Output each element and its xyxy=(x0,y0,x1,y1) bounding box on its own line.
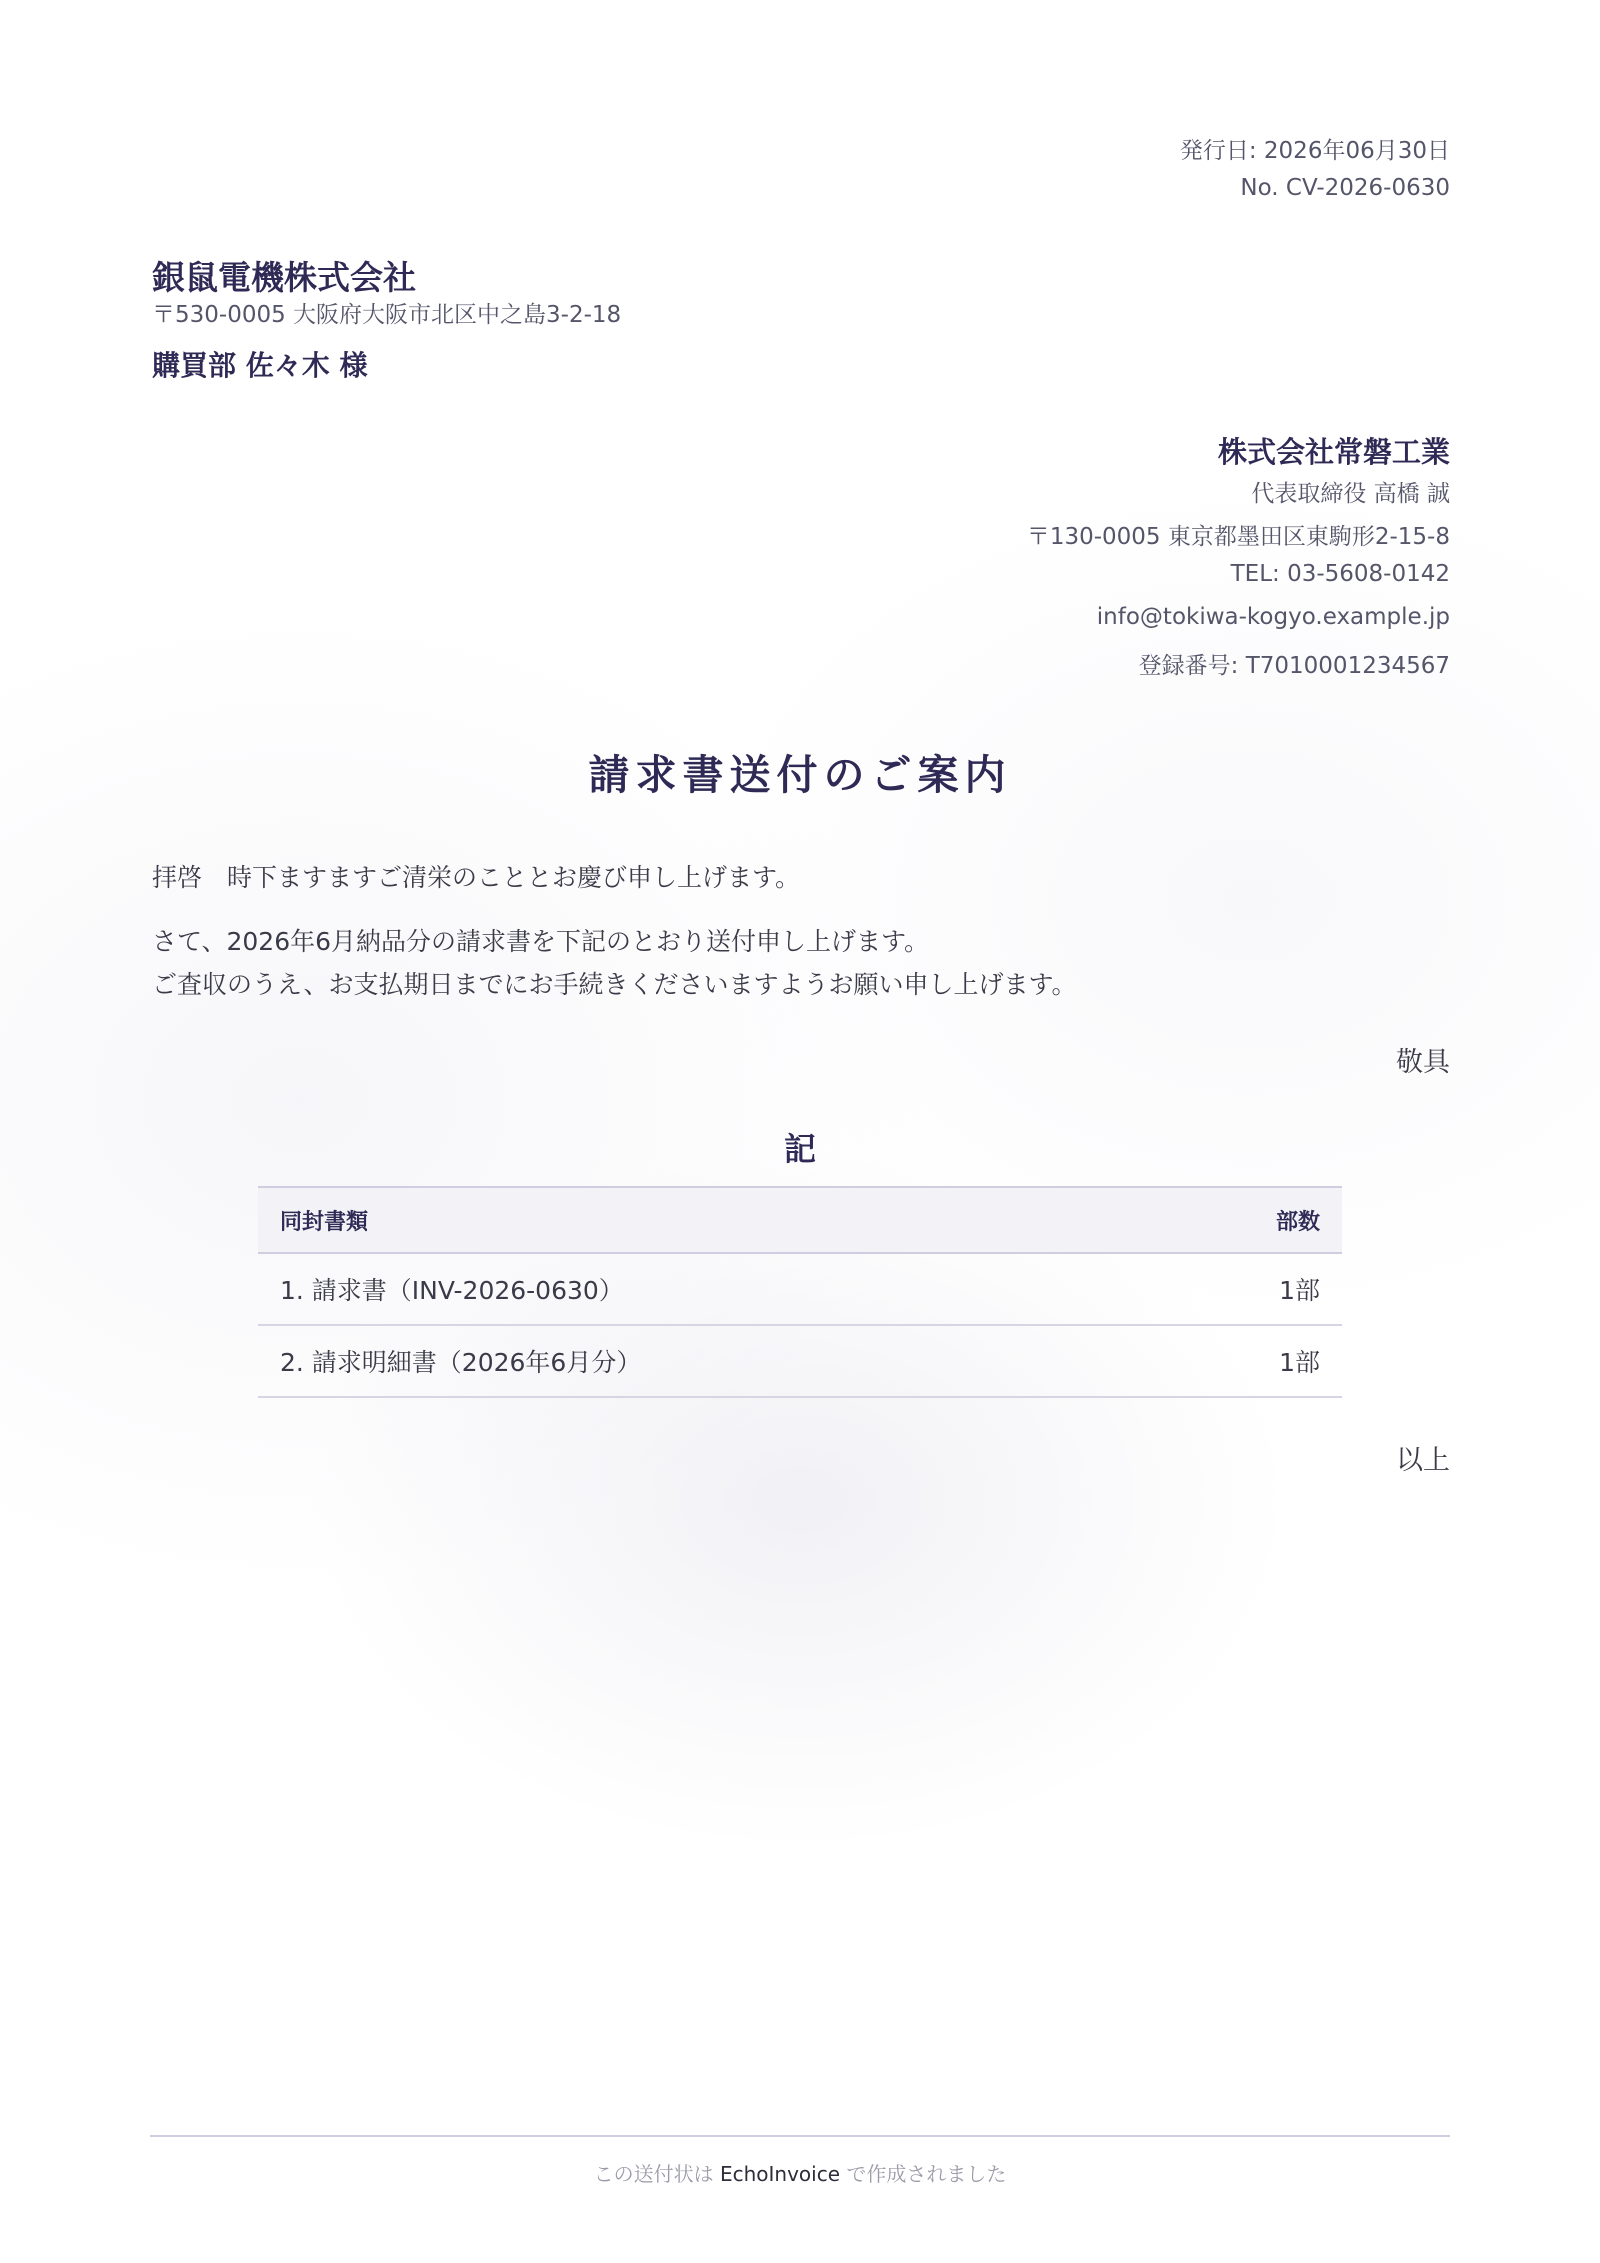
table-row xyxy=(258,1253,1342,1325)
row-count: 1部 xyxy=(1149,1253,1342,1325)
greeting-text: 拝啓 時下ますますご清栄のこととお慶び申し上げます。 xyxy=(152,863,801,892)
row-item: 1. 請求書（INV-2026-0630） xyxy=(258,1253,1149,1325)
row-count: 1部 xyxy=(1149,1325,1342,1397)
footer-credit xyxy=(0,2158,1600,2187)
header-count: 部数 xyxy=(1149,1187,1342,1253)
sender-address: 〒130-0005 東京都墨田区東駒形2-15-8 xyxy=(1026,524,1450,550)
closing-keigu: 敬具 xyxy=(1396,1047,1450,1078)
document-number: No. CV-2026-0630 xyxy=(1240,175,1450,201)
enclosure-table xyxy=(258,1186,1342,1398)
body-line-1: さて、2026年6月納品分の請求書を下記のとおり送付申し上げます。 xyxy=(152,927,930,956)
sender-representative: 代表取締役 高橋 誠 xyxy=(1251,481,1450,507)
recipient-company: 銀鼠電機株式会社 xyxy=(152,258,416,297)
header-item: 同封書類 xyxy=(258,1187,1149,1253)
issue-date: 発行日: 2026年06月30日 xyxy=(1179,138,1450,164)
footer-brand: EchoInvoice xyxy=(719,2162,841,2186)
footer-divider xyxy=(150,2135,1450,2137)
table-header-row xyxy=(258,1187,1342,1253)
recipient-address: 〒530-0005 大阪府大阪市北区中之島3-2-18 xyxy=(152,302,622,328)
sender-email: info@tokiwa-kogyo.example.jp xyxy=(1096,604,1450,630)
sender-tel: TEL: 03-5608-0142 xyxy=(1230,561,1450,587)
sender-company: 株式会社常磐工業 xyxy=(1217,435,1450,469)
document-title: 請求書送付のご案内 xyxy=(588,751,1012,799)
row-item: 2. 請求明細書（2026年6月分） xyxy=(258,1325,1149,1397)
footer-suffix: で作成されました xyxy=(846,2162,1007,2186)
footer-prefix: この送付状は xyxy=(593,2162,714,2186)
recipient-person: 購買部 佐々木 様 xyxy=(152,349,368,382)
body-line-2: ご査収のうえ、お支払期日までにお手続きくださいますようお願い申し上げます。 xyxy=(152,970,1077,999)
ki-heading: 記 xyxy=(783,1130,816,1168)
closing-ijo: 以上 xyxy=(1396,1445,1450,1476)
sender-registration-number: 登録番号: T7010001234567 xyxy=(1138,653,1450,679)
table-row xyxy=(258,1325,1342,1397)
